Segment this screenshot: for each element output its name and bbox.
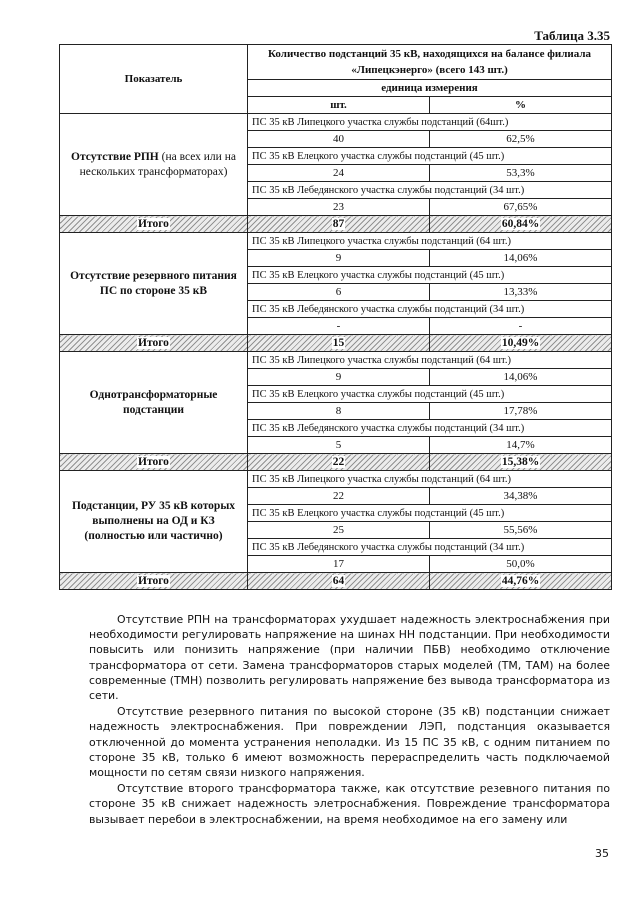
total-label: Итого <box>138 574 169 587</box>
pcs-cell: 8 <box>248 403 430 420</box>
total-label-cell <box>60 573 248 590</box>
indicator-note: (на всех или на нескольких трансформаторах) <box>79 150 236 178</box>
pct-cell: 62,5% <box>430 131 612 148</box>
pct-cell: 14,7% <box>430 437 612 454</box>
pcs-column-header: шт. <box>248 97 430 114</box>
indicator-cell <box>60 233 248 335</box>
total-label: Итого <box>138 217 169 230</box>
pcs-cell: 17 <box>248 556 430 573</box>
pcs-cell: 25 <box>248 522 430 539</box>
total-pct-cell <box>430 335 612 352</box>
pct-cell: 17,78% <box>430 403 612 420</box>
indicator-label: Отсутствие резервного питания ПС по стороне 35 кВ <box>70 269 237 297</box>
total-row <box>60 216 612 233</box>
branch-row <box>60 114 612 131</box>
page-number: 35 <box>595 847 609 860</box>
total-pct: 60,84% <box>501 217 540 230</box>
pct-cell: 50,0% <box>430 556 612 573</box>
branch-cell: ПС 35 кВ Елецкого участка службы подстанций (45 шт.) <box>248 148 612 165</box>
paragraph: Отсутствие второго трансформатора также, как отсутствие резевного питания по стороне 35 кВ снижает надежность элетроснабжения. Повреждение трансформатора вызывает перебои в электроснабжении, на время необходимое на его замену или <box>89 782 610 826</box>
branch-cell: ПС 35 кВ Лебедянского участка службы подстанций (34 шт.) <box>248 539 612 556</box>
pct-cell: 67,65% <box>430 199 612 216</box>
pct-cell: 14,06% <box>430 369 612 386</box>
total-pcs: 22 <box>332 455 345 468</box>
total-row <box>60 573 612 590</box>
paragraph: Отсутствие РПН на трансформаторах ухудшает надежность электроснабжения при необходимости регулировать напряжение на шинах НН подстанции. При необходимости повысить или понизить напряжение (при наличии ПБВ) необходимо отключение трансформатора от сети. Замена трансформаторов старых моделей (ТМ, ТАМ) на более современные (ТМН) позволить регулировать напряжение без вывода трансформатора из сети. <box>89 613 610 703</box>
pcs-cell: 22 <box>248 488 430 505</box>
total-pcs-cell <box>248 216 430 233</box>
branch-row <box>60 471 612 488</box>
branch-cell: ПС 35 кВ Елецкого участка службы подстанций (45 шт.) <box>248 505 612 522</box>
indicator-cell <box>60 352 248 454</box>
indicator-label: Однотрансформаторные подстанции <box>89 388 218 416</box>
header-row <box>60 45 612 80</box>
total-row <box>60 454 612 471</box>
total-label-cell <box>60 454 248 471</box>
branch-cell: ПС 35 кВ Лебедянского участка службы подстанций (34 шт.) <box>248 301 612 318</box>
substations-table <box>59 44 612 590</box>
branch-row <box>60 352 612 369</box>
total-row <box>60 335 612 352</box>
pct-cell: 14,06% <box>430 250 612 267</box>
pcs-cell: 6 <box>248 284 430 301</box>
indicator-cell <box>60 114 248 216</box>
total-pcs: 15 <box>332 336 345 349</box>
branch-cell: ПС 35 кВ Елецкого участка службы подстанций (45 шт.) <box>248 267 612 284</box>
branch-cell: ПС 35 кВ Елецкого участка службы подстанций (45 шт.) <box>248 386 612 403</box>
total-pct: 10,49% <box>501 336 540 349</box>
total-label: Итого <box>138 336 169 349</box>
body-text <box>89 612 610 828</box>
total-pcs: 87 <box>332 217 345 230</box>
branch-cell: ПС 35 кВ Липецкого участка службы подстанций (64шт.) <box>248 114 612 131</box>
branch-cell: ПС 35 кВ Лебедянского участка службы подстанций (34 шт.) <box>248 182 612 199</box>
pcs-cell: - <box>248 318 430 335</box>
branch-cell: ПС 35 кВ Липецкого участка службы подстанций (64 шт.) <box>248 233 612 250</box>
total-pcs-cell <box>248 573 430 590</box>
total-pcs-cell <box>248 454 430 471</box>
pcs-cell: 5 <box>248 437 430 454</box>
unit-header: единица измерения <box>248 80 612 97</box>
branch-cell: ПС 35 кВ Липецкого участка службы подстанций (64 шт.) <box>248 471 612 488</box>
pcs-cell: 9 <box>248 250 430 267</box>
quantity-header: Количество подстанций 35 кВ, находящихся на балансе филиала «Липецкэнерго» (всего 143 шт.) <box>248 45 612 80</box>
indicator-label: Отсутствие РПН <box>71 150 159 163</box>
total-label: Итого <box>138 455 169 468</box>
total-pcs-cell <box>248 335 430 352</box>
branch-cell: ПС 35 кВ Лебедянского участка службы подстанций (34 шт.) <box>248 420 612 437</box>
pct-cell: 13,33% <box>430 284 612 301</box>
pct-column-header: % <box>430 97 612 114</box>
pcs-cell: 40 <box>248 131 430 148</box>
pct-cell: 34,38% <box>430 488 612 505</box>
paragraph: Отсутствие резервного питания по высокой стороне (35 кВ) подстанции снижает надежность электроснабжения. При повреждении ЛЭП, подстанция оказывается отключенной до момента устранения неполадки. Из 15 ПС 35 кВ, с одним питанием по стороне 35 кВ, только 6 имеют возможность перераспределить часть подключаемой мощности по сетям связи низкого напряжения. <box>89 705 610 780</box>
indicator-header: Показатель <box>60 45 248 114</box>
pcs-cell: 24 <box>248 165 430 182</box>
total-label-cell <box>60 335 248 352</box>
total-pct: 44,76% <box>501 574 540 587</box>
branch-cell: ПС 35 кВ Липецкого участка службы подстанций (64 шт.) <box>248 352 612 369</box>
table-caption: Таблица 3.35 <box>534 28 610 43</box>
pct-cell: - <box>430 318 612 335</box>
branch-row <box>60 233 612 250</box>
total-pct-cell <box>430 216 612 233</box>
pct-cell: 55,56% <box>430 522 612 539</box>
total-pcs: 64 <box>332 574 345 587</box>
total-label-cell <box>60 216 248 233</box>
pcs-cell: 23 <box>248 199 430 216</box>
total-pct-cell <box>430 454 612 471</box>
indicator-label: Подстанции, РУ 35 кВ которых выполнены на ОД и КЗ (полностью или частично) <box>71 500 236 542</box>
total-pct-cell <box>430 573 612 590</box>
pct-cell: 53,3% <box>430 165 612 182</box>
pcs-cell: 9 <box>248 369 430 386</box>
total-pct: 15,38% <box>501 455 540 468</box>
indicator-cell <box>60 471 248 573</box>
